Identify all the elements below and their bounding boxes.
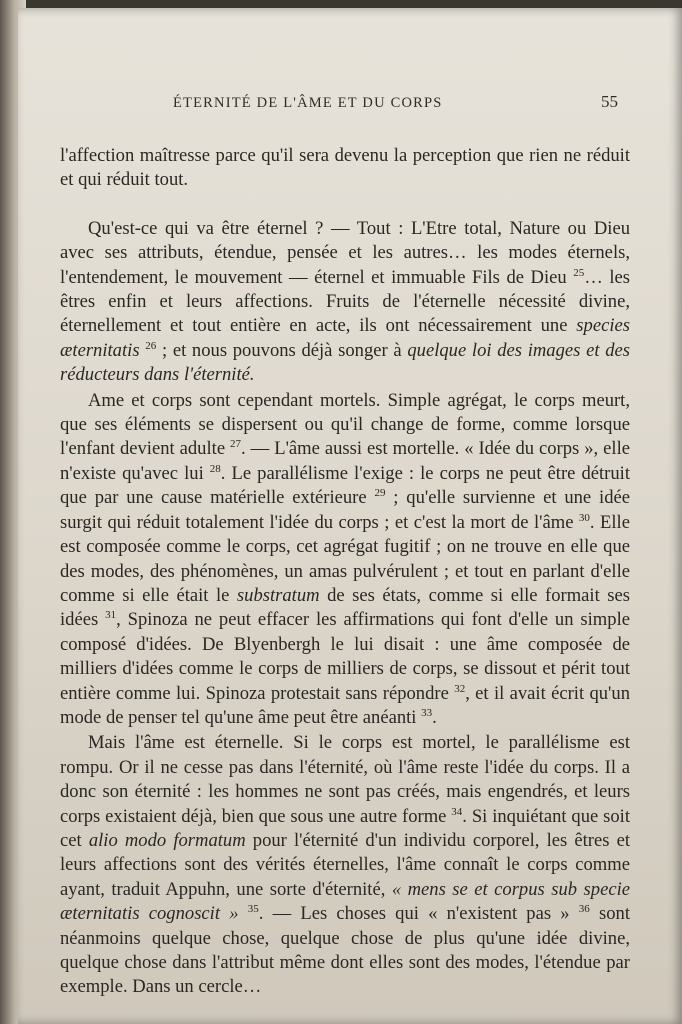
text-run: pour l'éternité d'un individu corporel, les êtres et leurs affections sont des vérités éternelles, l'âme connaît le corps comme ayant, traduit Appuhn, une sorte d'éternité,	[60, 829, 631, 900]
italic-text: « mens se et corpus sub specie æternitatis cognoscit »	[60, 878, 630, 925]
footnote-ref: 26	[145, 339, 157, 352]
italic-text: species æternitatis	[60, 315, 630, 361]
text-run: , Spinoza ne peut effacer les affirmations qui font d'elle un simple composé d'idées. De Blyenbergh le lui disait : une âme composée de milliers d'idées comme le corps de milliers de corps, se dissout et périt tout entière comme lui. Spinoza protestait sans répondre	[60, 609, 630, 704]
text-run: , et il avait écrit qu'un mode de penser tel qu'une âme peut être anéanti	[60, 682, 631, 728]
text-run: sont néanmoins quelque chose, quelque chose de plus qu'une idée divine, quelque chose dans l'attribut même dont elles sont des modes, l'étendue par exemple. Dans un cercle…	[60, 903, 630, 998]
paragraph	[60, 217, 630, 388]
footnote-ref: 36	[578, 903, 590, 915]
paragraph	[60, 389, 630, 731]
text-run: l'affection maîtresse parce qu'il sera devenu la perception que rien ne réduit et qui réduit tout.	[60, 145, 630, 191]
text-run: . — L'âme aussi est mortelle. « Idée du corps », elle n'existe qu'avec lui	[60, 438, 630, 484]
text-run: . Si inquiétant que soit cet	[60, 805, 630, 851]
footnote-ref: 31	[105, 609, 117, 622]
text-run: Mais l'âme est éternelle. Si le corps est mortel, le parallélisme est rompu. Or il ne cesse pas dans l'éternité, où l'âme reste l'idée du corps. Il a donc son éternité : les hommes ne sont pas créés, mais engendrés, et leurs corps existaient déjà, bien que sous une autre forme	[60, 732, 630, 827]
text-run: . — Les choses qui « n'existent pas »	[258, 903, 579, 925]
running-head-title: ÉTERNITÉ DE L'ÂME ET DU CORPS	[173, 95, 443, 111]
text-run: .	[432, 706, 437, 728]
footnote-ref: 33	[421, 706, 433, 719]
text-run: . Le parallélisme l'exige : le corps ne peut être détruit que par une cause matérielle extérieure	[60, 462, 630, 509]
text-run: ; et nous pouvons déjà songer à	[156, 339, 408, 361]
italic-text: alio modo formatum	[88, 829, 246, 851]
italic-text: substratum	[236, 584, 320, 606]
body-text	[60, 144, 630, 1000]
running-head	[18, 92, 682, 116]
footnote-ref: 25	[573, 266, 585, 279]
text-run: . Elle est composée comme le corps, cet agrégat fugitif ; on ne trouve en elle que des modes, des phénomènes, un amas pulvérulent ; et tout en parlant d'elle comme si elle était le	[60, 511, 630, 606]
book-page	[18, 8, 682, 1024]
footnote-ref: 30	[578, 511, 590, 524]
italic-text: quelque loi des images et des réducteurs dans l'éternité.	[60, 339, 630, 386]
footnote-ref: 34	[451, 805, 463, 818]
footnote-ref: 27	[230, 438, 242, 451]
text-run	[239, 903, 248, 924]
footnote-ref: 28	[209, 462, 221, 475]
text-run: … les êtres enfin et leurs affections. Fruits de l'éternelle nécessité divine, éternellement et tout entière en acte, ils ont nécessairement une	[60, 266, 630, 337]
footnote-ref: 35	[247, 903, 259, 915]
text-run: Ame et corps sont cependant mortels. Simple agrégat, le corps meurt, que ses éléments se dispersent ou qu'il change de forme, comme lorsque l'enfant devient adulte	[60, 389, 630, 460]
footnote-ref: 29	[374, 487, 386, 500]
text-run: ; qu'elle survienne et une idée surgit qui réduit totalement l'idée du corps ; et c'est la mort de l'âme	[60, 487, 630, 533]
page-number: 55	[601, 92, 618, 111]
text-run: Qu'est-ce qui va être éternel ? — Tout : L'Etre total, Nature ou Dieu avec ses attributs, étendue, pensée et les autres… les modes éternels, l'entendement, le mouvement — éternel et immuable Fils de Dieu	[60, 217, 630, 288]
paragraph	[60, 144, 630, 193]
text-run: de ses états, comme si elle formait ses idées	[60, 584, 630, 631]
paragraph	[60, 731, 630, 999]
footnote-ref: 32	[454, 682, 466, 695]
